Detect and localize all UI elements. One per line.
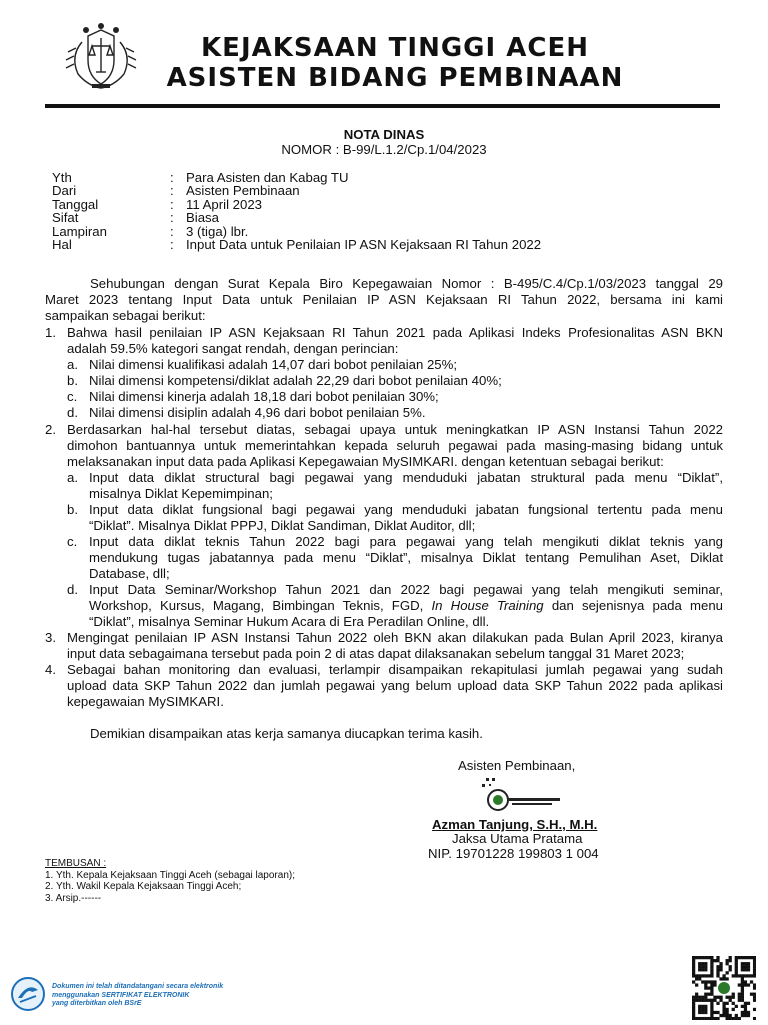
list-item-2 [45, 422, 723, 470]
meta-hal: Hal : Input Data untuk Penilaian IP ASN Kejaksaan RI Tahun 2022 [52, 237, 542, 252]
document-title: NOTA DINAS [343, 127, 425, 142]
intro-line-2: Maret 2023 tentang Input Data untuk Penilaian IP ASN Kejaksaan RI Tahun 2022, bersama ini kami [45, 291, 723, 307]
meta-tanggal: Tanggal : 11 April 2023 [52, 197, 263, 212]
header-divider [45, 104, 720, 108]
list-number: 1. [45, 325, 56, 340]
sub-item-1c: c. Nilai dimensi kinerja adalah 18,18 dari bobot penilaian 30%; [67, 389, 439, 404]
bsre-logo-icon [10, 976, 46, 1012]
kejaksaan-emblem-icon [62, 22, 140, 94]
sub-item-2c: c. Input data diklat teknis Tahun 2022 bagi para pegawai yang telah mengikuti diklat teknis yang mendukung tugas jabatannya pada menu “Diklat”, misalnya Diklat tentang Pemulihan Aset, Diklat Database, dll; [67, 534, 723, 581]
intro-line-3: sampaikan sebagai berikut: [45, 307, 206, 323]
sub-item-1b: b. Nilai dimensi kompetensi/diklat adalah 22,29 dari bobot penilaian 40%; [67, 373, 502, 388]
sub-item-2d: d. Input Data Seminar/Workshop Tahun 2021 dan 2022 bagi pegawai yang telah mengikuti seminar, Workshop, Kursus, Magang, Bimbingan Teknis, FGD, In House Training dan sejenisnya pada menu “Diklat”, misalnya Seminar Hukum Acara di Era Peradilan Online, dll. [67, 582, 723, 629]
tembusan-item: 2. Yth. Wakil Kepala Kejaksaan Tinggi Aceh; [45, 881, 242, 893]
meta-yth: Yth : Para Asisten dan Kabag TU [52, 170, 349, 185]
document-number: NOMOR : B-99/L.1.2/Cp.1/04/2023 [281, 142, 487, 157]
list-item-3: 3. Mengingat penilaian IP ASN Instansi Tahun 2022 oleh BKN akan dilakukan pada Bulan April 2023, kiranya input data sebagaimana tersebut pada poin 2 di atas dapat dilaksanakan sebelum tanggal 31 Maret 2023; [45, 630, 723, 661]
meta-dari: Dari : Asisten Pembinaan [52, 183, 300, 198]
item-1-line-1: Bahwa hasil penilaian IP ASN Kejaksaan RI Tahun 2021 pada Aplikasi Indeks Profesionalitas ASN BKN [67, 325, 723, 340]
header-line-1: KEJAKSAAN TINGGI ACEH [201, 33, 589, 63]
signer-rank: Jaksa Utama Pratama [452, 831, 583, 846]
sub-item-2b: b. Input data diklat fungsional bagi pegawai yang menduduki jabatan fungsional tertentu pada menu “Diklat”. Misalnya Diklat PPPJ, Diklat Sandiman, Diklat Auditor, dll; [67, 502, 723, 533]
sub-item-1a: a. Nilai dimensi kualifikasi adalah 14,07 dari bobot penilaian 25%; [67, 357, 458, 372]
item-1-line-2: adalah 59.5% kategori sangat rendah, dengan perincian: [67, 340, 399, 356]
list-item-1 [45, 325, 723, 357]
qr-code-icon [692, 956, 756, 1020]
signature-role: Asisten Pembinaan, [458, 758, 576, 773]
meta-sifat: Sifat : Biasa [52, 210, 219, 225]
sub-item-1d: d. Nilai dimensi disiplin adalah 4,96 dari bobot penilaian 5%. [67, 405, 426, 420]
intro-line-1: Sehubungan dengan Surat Kepala Biro Kepegawaian Nomor : B-495/C.4/Cp.1/03/2023 tanggal 29 [90, 276, 723, 291]
signer-name: Azman Tanjung, S.H., M.H. [432, 817, 598, 832]
closing-text: Demikian disampaikan atas kerja samanya diucapkan terima kasih. [90, 726, 483, 741]
tembusan-item: 1. Yth. Kepala Kejaksaan Tinggi Aceh (sebagai laporan); [45, 869, 295, 881]
signer-nip: NIP. 19701228 199803 1 004 [428, 846, 599, 861]
list-item-4: 4. Sebagai bahan monitoring dan evaluasi, terlampir disampaikan rekapitulasi jumlah pegawai yang sudah upload data SKP Tahun 2022 dan jumlah pegawai yang belum upload data SKP Tahun 2022 pada aplikasi kepegawaian MySIMKARI. [45, 662, 723, 709]
electronic-signature-stamp-icon [478, 776, 564, 814]
sub-item-2a: a. Input data diklat structural bagi pegawai yang menduduki jabatan struktural pada menu “Diklat”, misalnya Diklat Kepemimpinan; [67, 470, 723, 501]
item-2-line-2: dimohon bantuannya untuk memerintahkan kepada seluruh pegawai pada masing-masing bidang untuk [67, 437, 723, 453]
item-2-line-1: Berdasarkan hal-hal tersebut diatas, sebagai upaya untuk meningkatkan IP ASN Instansi Tahun 2022 [67, 422, 723, 437]
meta-lampiran: Lampiran : 3 (tiga) lbr. [52, 224, 249, 239]
header-line-2: ASISTEN BIDANG PEMBINAAN [166, 63, 624, 93]
tembusan-block [45, 858, 295, 904]
tembusan-item: 3. Arsip.------ [45, 892, 102, 904]
list-number: 2. [45, 422, 56, 437]
item-2-line-3: melaksanakan input data pada Aplikasi Kepegawaian MySIMKARI. dengan ketentuan sebagai berikut: [67, 453, 664, 469]
footer-esign-note: Dokumen ini telah ditandatangani secara elektronik menggunakan SERTIFIKAT ELEKTRONIK yang diterbitkan oleh BSrE [52, 983, 224, 1008]
intro-paragraph [45, 276, 723, 324]
tembusan-title: TEMBUSAN : [45, 858, 107, 869]
